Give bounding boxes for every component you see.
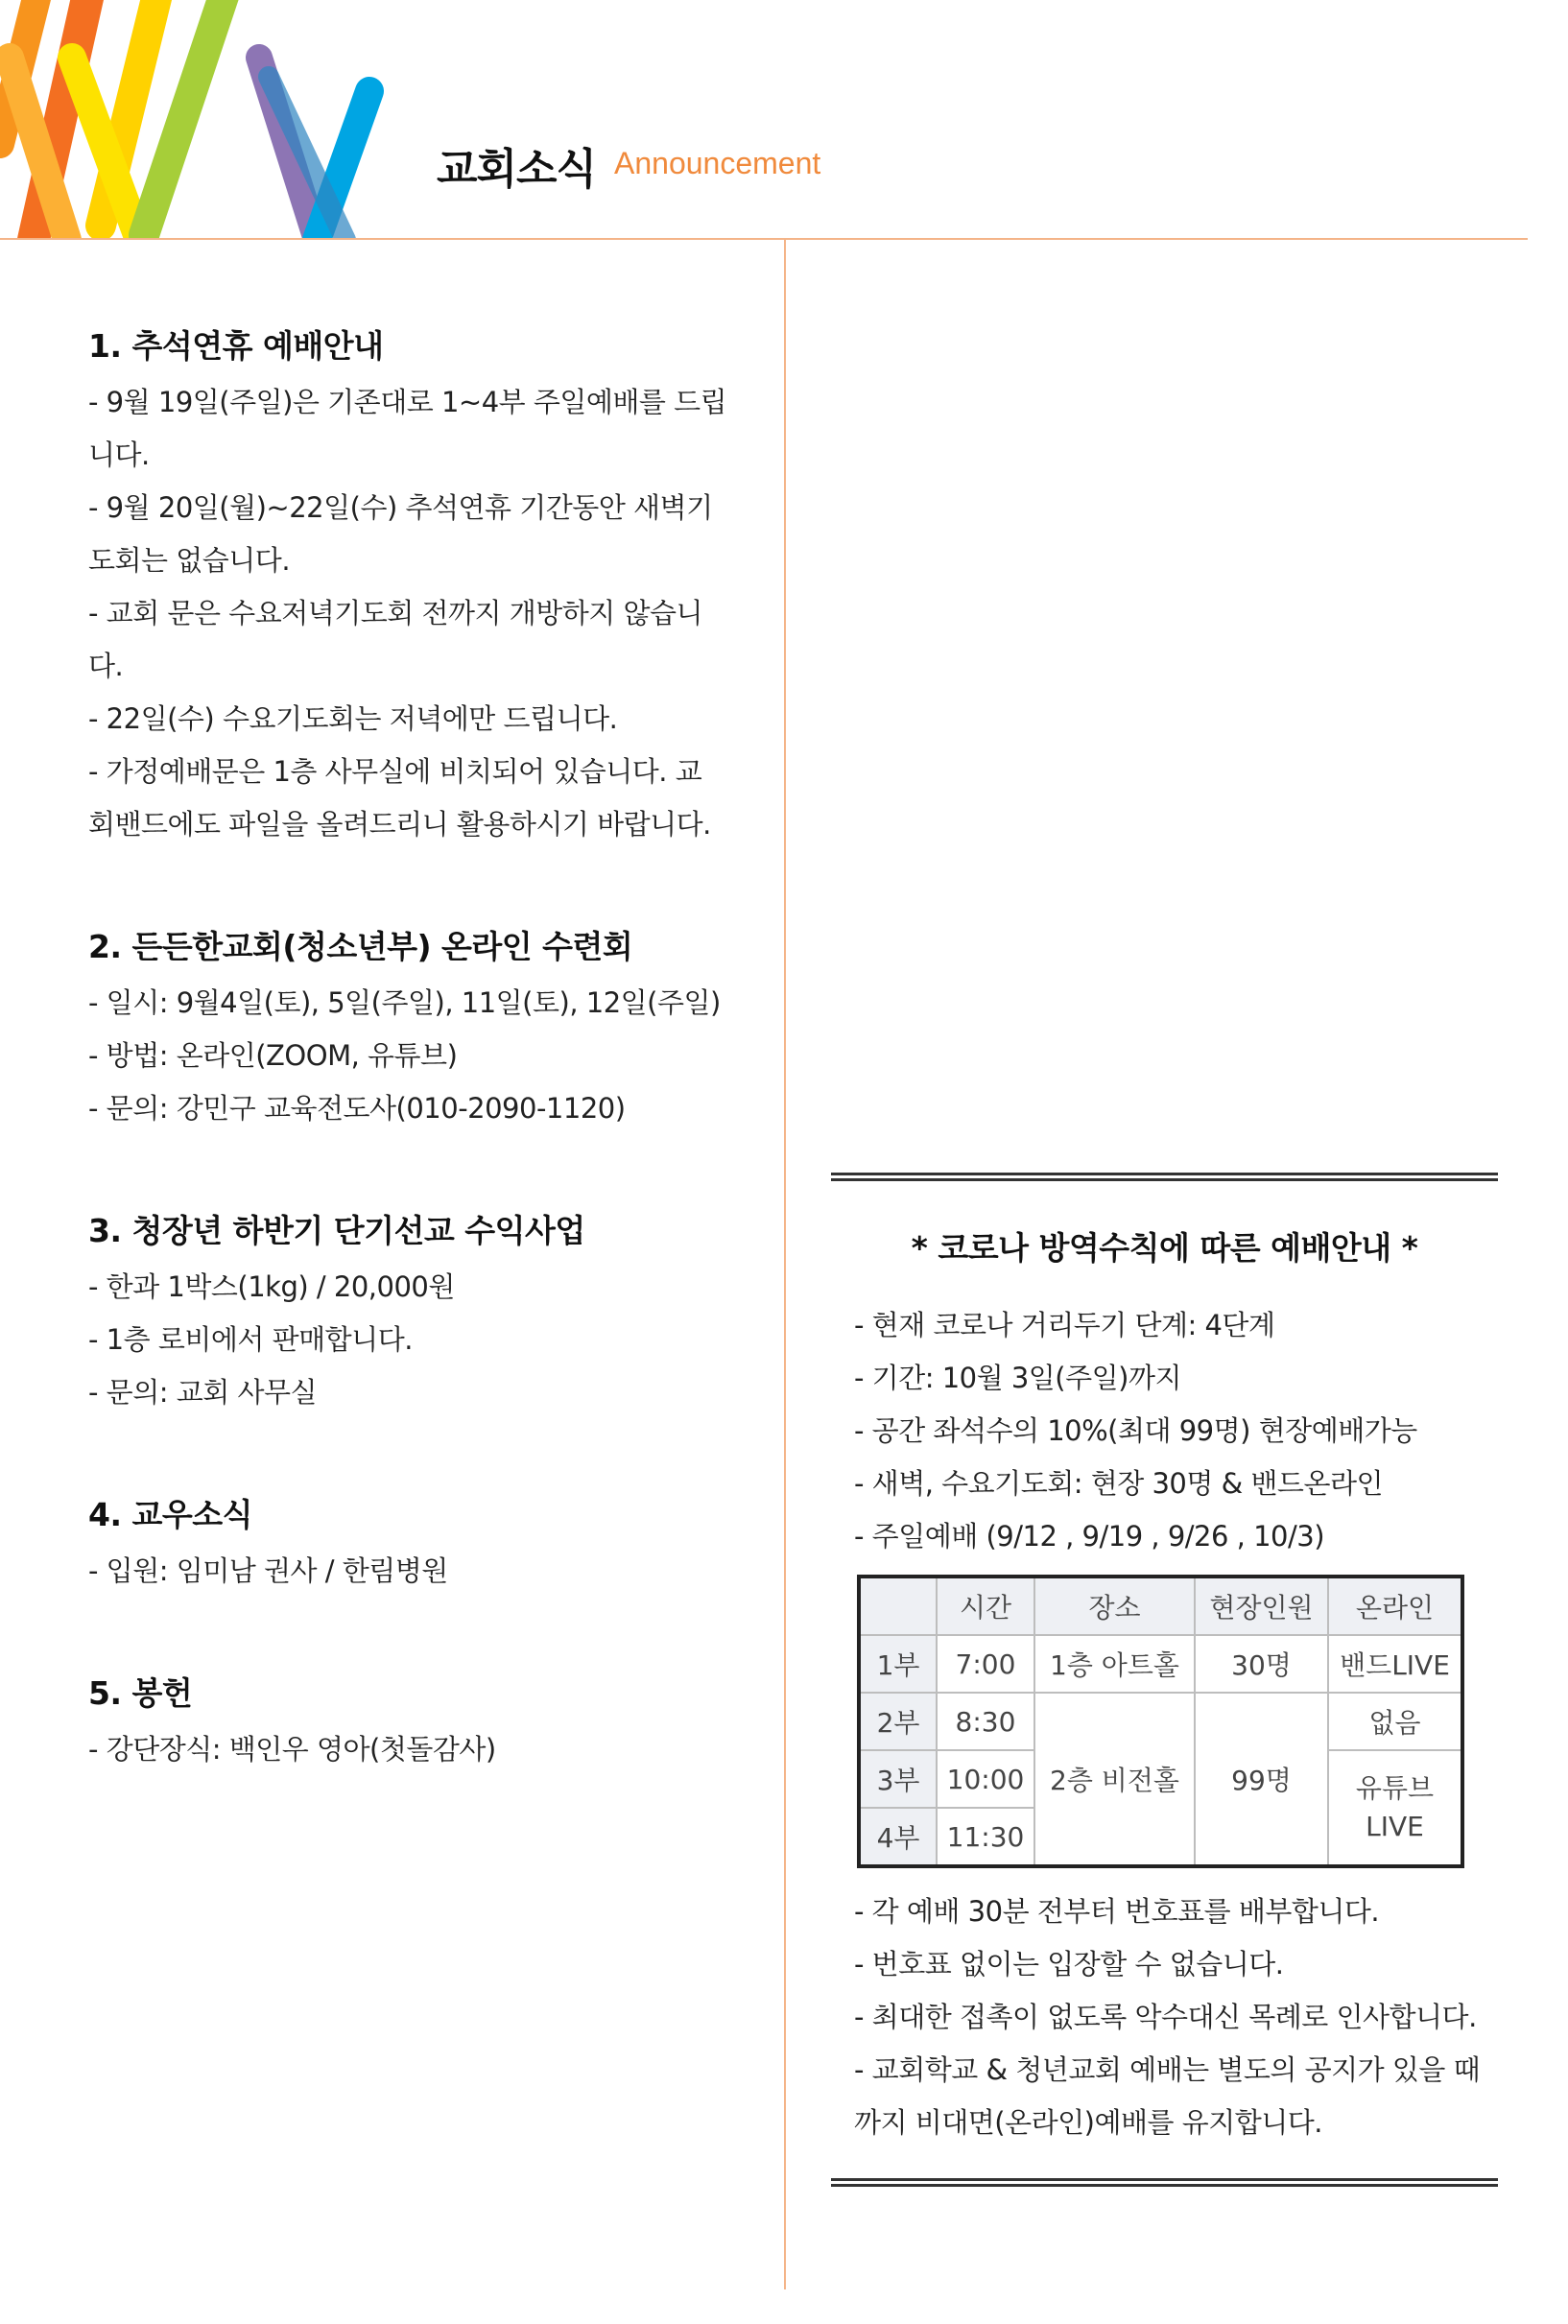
section-line: 도회는 없습니다. (88, 544, 291, 577)
covid-line: - 기간: 10월 3일(주일)까지 (854, 1362, 1181, 1394)
section-line: - 강단장식: 백인우 영아(첫돌감사) (88, 1733, 496, 1766)
covid-note: - 각 예배 30분 전부터 번호표를 배부합니다. (854, 1895, 1380, 1928)
covid-line: - 주일예배 (9/12 , 9/19 , 9/26 , 10/3) (854, 1520, 1325, 1553)
section-line: - 방법: 온라인(ZOOM, 유튜브) (88, 1039, 458, 1072)
table-cell-attendance: 99명 (1195, 1693, 1328, 1866)
online-line: LIVE (1366, 1811, 1424, 1842)
announcements-column (88, 321, 731, 1847)
table-cell-place: 2층 비전홀 (1034, 1693, 1195, 1866)
section-line: - 9월 20일(월)~22일(수) 추석연휴 기간동안 새벽기 (88, 491, 713, 524)
section-line: - 교회 문은 수요저녁기도회 전까지 개방하지 않습니 (88, 597, 703, 629)
table-header-empty (859, 1577, 937, 1635)
section-line: - 1층 로비에서 판매합니다. (88, 1323, 413, 1356)
page-subtitle: Announcement (614, 146, 821, 180)
covid-note: - 최대한 접촉이 없도록 악수대신 목례로 인사합니다. (854, 2001, 1477, 2033)
covid-line: - 공간 좌석수의 10%(최대 99명) 현장예배가능 (854, 1414, 1417, 1447)
column-divider (784, 240, 786, 2289)
double-rule-top (831, 1173, 1498, 1181)
table-header-attendance: 현장인원 (1195, 1577, 1328, 1635)
header-divider (0, 238, 1528, 240)
section-youth-retreat (88, 922, 731, 1135)
page-title: 교회소식 (437, 145, 597, 194)
table-header-time: 시간 (937, 1577, 1034, 1635)
section-mission-fundraiser (88, 1206, 731, 1419)
table-cell-part: 1부 (859, 1635, 937, 1693)
table-cell-part: 3부 (859, 1750, 937, 1808)
covid-line: - 새벽, 수요기도회: 현장 30명 & 밴드온라인 (854, 1467, 1383, 1500)
table-cell-online (1328, 1750, 1462, 1866)
table-cell-online: 밴드LIVE (1328, 1635, 1462, 1693)
table-row (859, 1635, 1462, 1693)
covid-notice-box (831, 1173, 1498, 2187)
section-heading: 2. 든든한교회(청소년부) 온라인 수련회 (88, 928, 633, 965)
table-row (859, 1693, 1462, 1750)
covid-note: - 번호표 없이는 입장할 수 없습니다. (854, 1948, 1284, 1980)
section-heading: 5. 봉헌 (88, 1674, 193, 1712)
section-line: - 한과 1박스(1kg) / 20,000원 (88, 1270, 455, 1303)
table-cell-time: 10:00 (937, 1750, 1034, 1808)
section-line: - 가정예배문은 1층 사무실에 비치되어 있습니다. 교 (88, 755, 702, 788)
table-cell-part: 4부 (859, 1808, 937, 1866)
table-cell-part: 2부 (859, 1693, 937, 1750)
section-line: - 문의: 교회 사무실 (88, 1376, 317, 1409)
double-rule-bottom (831, 2178, 1498, 2187)
online-line: 유튜브 (1355, 1772, 1435, 1804)
section-heading: 4. 교우소식 (88, 1496, 252, 1533)
section-line: - 입원: 임미남 권사 / 한림병원 (88, 1554, 448, 1587)
section-line: 회밴드에도 파일을 올려드리니 활용하시기 바랍니다. (88, 808, 711, 841)
covid-note: 까지 비대면(온라인)예배를 유지합니다. (854, 2106, 1323, 2139)
covid-title: * 코로나 방역수칙에 따른 예배안내 * (911, 1229, 1418, 1267)
section-heading: 3. 청장년 하반기 단기선교 수익사업 (88, 1212, 585, 1249)
section-member-news (88, 1490, 731, 1598)
section-line: 니다. (88, 439, 150, 471)
church-logo-stripes (0, 0, 403, 240)
covid-notes (831, 1885, 1498, 2149)
table-cell-time: 11:30 (937, 1808, 1034, 1866)
section-heading: 1. 추석연휴 예배안내 (88, 327, 384, 365)
table-cell-time: 7:00 (937, 1635, 1034, 1693)
section-line: - 9월 19일(주일)은 기존대로 1~4부 주일예배를 드립 (88, 386, 727, 418)
covid-line: - 현재 코로나 거리두기 단계: 4단계 (854, 1309, 1275, 1341)
table-cell-place: 1층 아트홀 (1034, 1635, 1195, 1693)
section-line: - 문의: 강민구 교육전도사(010-2090-1120) (88, 1092, 626, 1125)
section-line: - 22일(수) 수요기도회는 저녁에만 드립니다. (88, 702, 618, 735)
table-cell-attendance: 30명 (1195, 1635, 1328, 1693)
section-chuseok (88, 321, 731, 851)
table-cell-time: 8:30 (937, 1693, 1034, 1750)
table-header-place: 장소 (1034, 1577, 1195, 1635)
section-line: - 일시: 9월4일(토), 5일(주일), 11일(토), 12일(주일) (88, 986, 721, 1019)
table-header-online: 온라인 (1328, 1577, 1462, 1635)
section-line: 다. (88, 650, 124, 682)
table-cell-online: 없음 (1328, 1693, 1462, 1750)
section-offering (88, 1669, 731, 1776)
covid-note: - 교회학교 & 청년교회 예배는 별도의 공지가 있을 때 (854, 2053, 1481, 2086)
worship-schedule-table (857, 1575, 1464, 1868)
